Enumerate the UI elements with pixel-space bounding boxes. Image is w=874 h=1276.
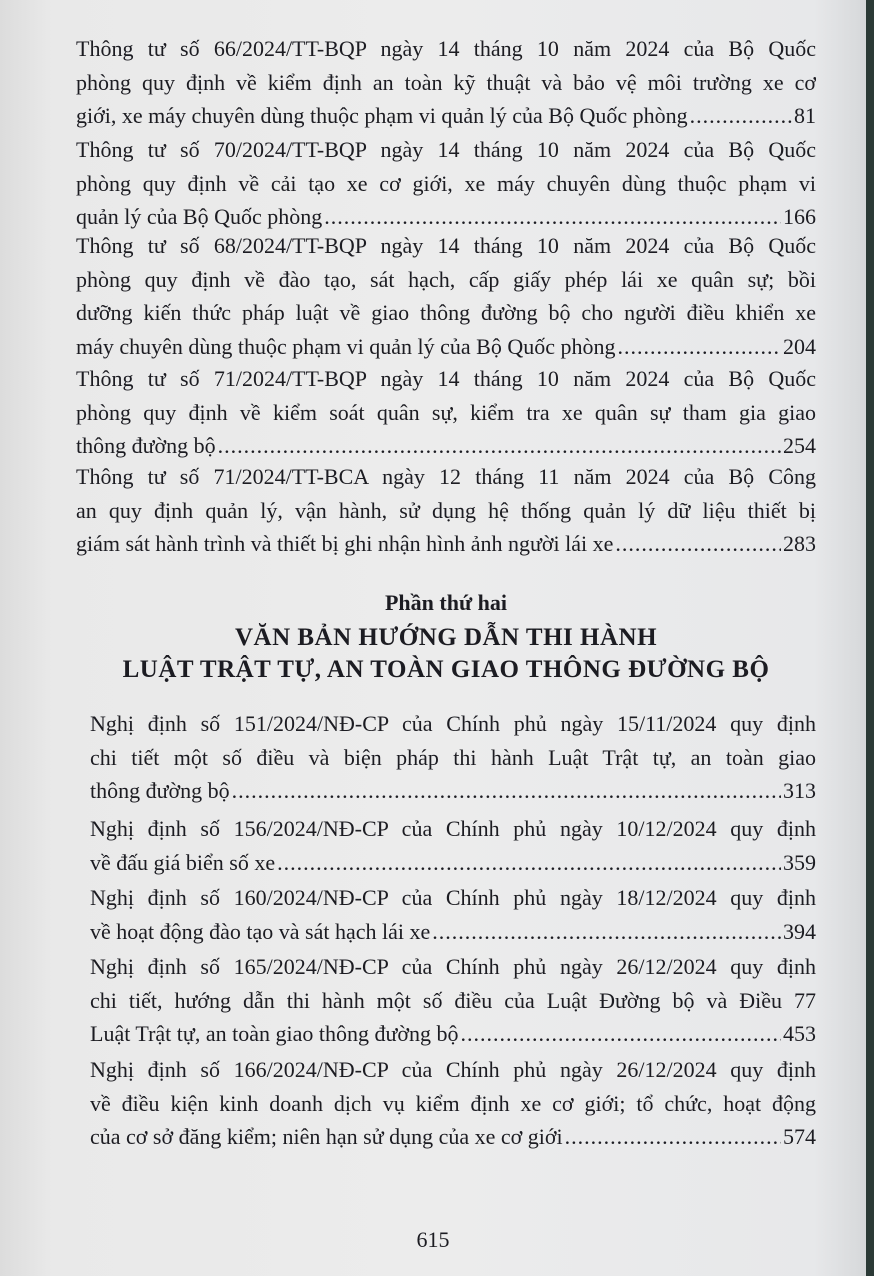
entry-line: Nghị định số 151/2024/NĐ-CP của Chính phủ ngày 15/11/2024 quy định	[90, 711, 816, 736]
entry-line: phòng quy định về kiểm soát quân sự, kiểm tra xe quân sự tham gia giao	[76, 399, 816, 425]
toc-entry	[76, 32, 816, 133]
entry-text: quản lý của Bộ Quốc phòng	[76, 204, 323, 229]
entry-page-number: 81	[794, 103, 816, 128]
entry-line: dưỡng kiến thức pháp luật về giao thông đường bộ cho người điều khiển xe	[76, 300, 816, 325]
entry-page-number: 283	[783, 531, 816, 556]
entry-line: về điều kiện kinh doanh dịch vụ kiểm định xe cơ giới; tổ chức, hoạt động	[90, 1090, 816, 1116]
entry-text: về đấu giá biển số xe	[90, 849, 276, 875]
entry-last-line	[90, 1017, 816, 1051]
entry-line: phòng quy định về kiểm định an toàn kỹ thuật và bảo vệ môi trường xe cơ	[76, 69, 816, 95]
part-title-line-2: LUẬT TRẬT TỰ, AN TOÀN GIAO THÔNG ĐƯỜNG BỘ	[122, 656, 770, 683]
entry-last-line	[90, 846, 816, 880]
dot-leader	[432, 915, 781, 949]
entry-text: giám sát hành trình và thiết bị ghi nhận hình ảnh người lái xe	[76, 531, 614, 556]
entry-text: của cơ sở đăng kiểm; niên hạn sử dụng của xe cơ giới	[90, 1124, 563, 1149]
toc-entry	[76, 229, 816, 363]
dot-leader	[218, 429, 781, 463]
entry-line: an quy định quản lý, vận hành, sử dụng hệ thống quản lý dữ liệu thiết bị	[76, 497, 816, 523]
entry-page-number: 313	[783, 778, 816, 803]
part-label: Phần thứ hai	[384, 590, 508, 615]
entry-line: chi tiết một số điều và biện pháp thi hành Luật Trật tự, an toàn giao	[90, 744, 816, 770]
toc-entry	[90, 812, 816, 879]
entry-line: Thông tư số 66/2024/TT-BQP ngày 14 tháng 10 năm 2024 của Bộ Quốc	[76, 36, 816, 61]
entry-last-line	[76, 99, 816, 133]
entry-last-line	[76, 429, 816, 463]
entry-line: Nghị định số 165/2024/NĐ-CP của Chính phủ ngày 26/12/2024 quy định	[90, 954, 816, 979]
entry-line: phòng quy định về đào tạo, sát hạch, cấp giấy phép lái xe quân sự; bồi	[76, 266, 816, 292]
entry-line: Thông tư số 70/2024/TT-BQP ngày 14 tháng 10 năm 2024 của Bộ Quốc	[76, 137, 816, 162]
entry-last-line	[90, 774, 816, 808]
part-title-line-1: VĂN BẢN HƯỚNG DẪN THI HÀNH	[234, 624, 658, 651]
entry-page-number: 166	[783, 204, 816, 229]
toc-entry	[90, 707, 816, 808]
toc-entry	[76, 133, 816, 234]
dot-leader	[461, 1017, 781, 1051]
entry-line: Thông tư số 71/2024/TT-BQP ngày 14 tháng 10 năm 2024 của Bộ Quốc	[76, 366, 816, 391]
dot-leader	[565, 1120, 781, 1154]
dot-leader	[277, 846, 781, 880]
page-number: 615	[416, 1227, 450, 1252]
dot-leader	[615, 527, 781, 561]
entry-last-line	[76, 527, 816, 561]
entry-line: Thông tư số 71/2024/TT-BCA ngày 12 tháng 11 năm 2024 của Bộ Công	[76, 464, 816, 489]
dot-leader	[618, 330, 781, 364]
dot-leader	[232, 774, 781, 808]
entry-page-number: 453	[783, 1021, 816, 1046]
entry-text: giới, xe máy chuyên dùng thuộc phạm vi quản lý của Bộ Quốc phòng	[76, 103, 688, 128]
entry-last-line	[90, 1120, 816, 1154]
entry-line: Nghị định số 160/2024/NĐ-CP của Chính phủ ngày 18/12/2024 quy định	[90, 885, 816, 910]
toc-entry	[90, 881, 816, 948]
entry-line: Thông tư số 68/2024/TT-BQP ngày 14 tháng 10 năm 2024 của Bộ Quốc	[76, 233, 816, 258]
toc-entry	[76, 460, 816, 561]
dot-leader	[690, 99, 792, 133]
entry-last-line	[76, 330, 816, 364]
entry-line: chi tiết, hướng dẫn thi hành một số điều của Luật Đường bộ và Điều 77	[90, 987, 816, 1013]
entry-text: Luật Trật tự, an toàn giao thông đường bộ	[90, 1021, 459, 1046]
toc-entry	[76, 362, 816, 463]
entry-text: thông đường bộ	[76, 433, 216, 458]
toc-entry	[90, 1053, 816, 1154]
entry-text: về hoạt động đào tạo và sát hạch lái xe	[90, 918, 431, 944]
toc-entry	[90, 950, 816, 1051]
entry-page-number: 204	[783, 333, 816, 359]
entry-line: Nghị định số 156/2024/NĐ-CP của Chính phủ ngày 10/12/2024 quy định	[90, 816, 816, 841]
entry-page-number: 359	[783, 849, 816, 875]
entry-last-line	[90, 915, 816, 949]
entry-text: máy chuyên dùng thuộc phạm vi quản lý của Bộ Quốc phòng	[76, 333, 616, 359]
entry-text: thông đường bộ	[90, 778, 230, 803]
entry-page-number: 254	[783, 433, 816, 458]
entry-line: phòng quy định về cải tạo xe cơ giới, xe máy chuyên dùng thuộc phạm vi	[76, 170, 816, 196]
entry-line: Nghị định số 166/2024/NĐ-CP của Chính phủ ngày 26/12/2024 quy định	[90, 1057, 816, 1082]
entry-page-number: 574	[783, 1124, 816, 1149]
entry-page-number: 394	[783, 918, 816, 944]
